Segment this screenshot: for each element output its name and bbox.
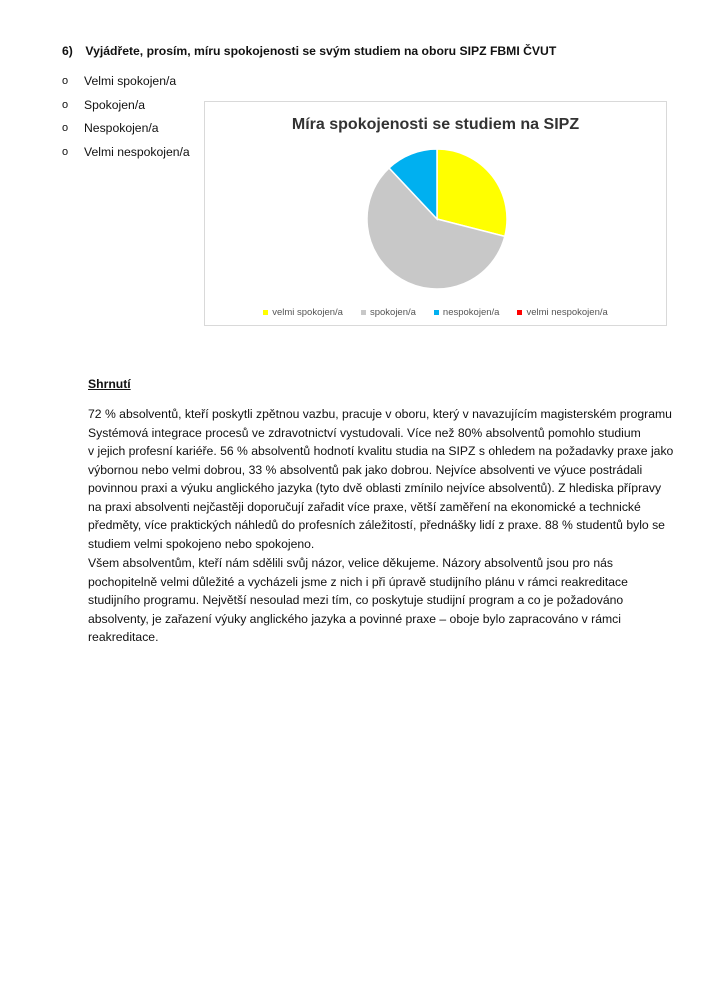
option-bullet: o <box>62 145 69 158</box>
legend-label: velmi nespokojen/a <box>526 307 608 318</box>
option-label: Velmi spokojen/a <box>84 74 177 88</box>
paragraph-line: na praxi absolventi nejčastěji doporučují zařadit více praxe, větší zaměření na ekonomické a technické <box>88 499 641 514</box>
pie-plot-area <box>205 102 666 325</box>
legend-item <box>263 307 343 318</box>
paragraph-line: povinnou praxi a výuku anglického jazyka (tyto dvě oblasti zmínilo nejvíce absolventů). Z hlediska přípravy <box>88 481 662 495</box>
paragraph-line: absolventy, je zařazení výuky anglického jazyka a povinné praxe – oboje bylo zapracováno v rámci <box>88 611 621 626</box>
legend-swatch <box>361 310 366 315</box>
option-label: Velmi nespokojen/a <box>84 144 190 159</box>
satisfaction-pie-chart <box>204 101 667 326</box>
question-number: 6) <box>62 44 73 58</box>
summary-paragraph-2 <box>88 554 648 647</box>
option-label: Spokojen/a <box>84 97 145 112</box>
paragraph-line: Systémová integrace procesů ve zdravotnictví vystudovali. Více než 80% absolventů pomohlo studium <box>88 425 641 440</box>
legend-item <box>517 307 607 318</box>
paragraph-line: pochopitelně velmi důležité a vycházeli jsme z nich i při úpravě studijního plánu v rámci reakreditace <box>88 574 628 589</box>
legend-swatch <box>517 310 522 315</box>
paragraph-line: 72 % absolventů, kteří poskytli zpětnou vazbu, pracuje v oboru, který v navazujícím magisterském programu <box>88 407 672 421</box>
question-heading <box>62 44 556 58</box>
legend-label: spokojen/a <box>369 307 416 318</box>
paragraph-line: studijního programu. Největší nesoulad mezi tím, co poskytuje studijní program a co je požadováno <box>88 593 624 607</box>
legend-item <box>361 307 416 318</box>
option-label: Nespokojen/a <box>84 121 159 135</box>
paragraph-line: studiem velmi spokojeno nebo spokojeno. <box>88 536 315 551</box>
option-bullet: o <box>62 122 69 134</box>
paragraph-line: výbornou nebo velmi dobrou, 33 % absolventů pak jako dobrou. Nejvíce absolventi ve výuce postrádali <box>88 462 643 477</box>
paragraph-line: v jejich profesní kariéře. 56 % absolventů hodnotí kvalitu studia na SIPZ s ohledem na požadavky praxe jako <box>88 444 674 458</box>
paragraph-line: reakreditace. <box>88 630 159 644</box>
legend-swatch <box>434 310 439 315</box>
option-bullet: o <box>62 75 69 87</box>
summary-paragraph-1 <box>88 405 674 553</box>
question-text: Vyjádřete, prosím, míru spokojenosti se svým studiem na oboru SIPZ FBMI ČVUT <box>85 44 557 58</box>
option-bullet: o <box>62 98 69 111</box>
chart-title: Míra spokojenosti se studiem na SIPZ <box>291 116 580 133</box>
paragraph-line: předměty, více praktických náhledů do profesních záležitostí, přednášky lidí z praxe. 88 % studentů bylo se <box>88 518 665 532</box>
summary-heading: Shrnutí <box>88 377 131 391</box>
legend-swatch <box>263 310 268 315</box>
paragraph-line: Všem absolventům, kteří nám sdělili svůj názor, velice děkujeme. Názory absolventů jsou pro nás <box>88 556 613 570</box>
legend-label: velmi spokojen/a <box>272 307 343 318</box>
legend-label: nespokojen/a <box>442 307 500 318</box>
legend-item <box>434 307 500 318</box>
chart-legend <box>205 307 666 318</box>
